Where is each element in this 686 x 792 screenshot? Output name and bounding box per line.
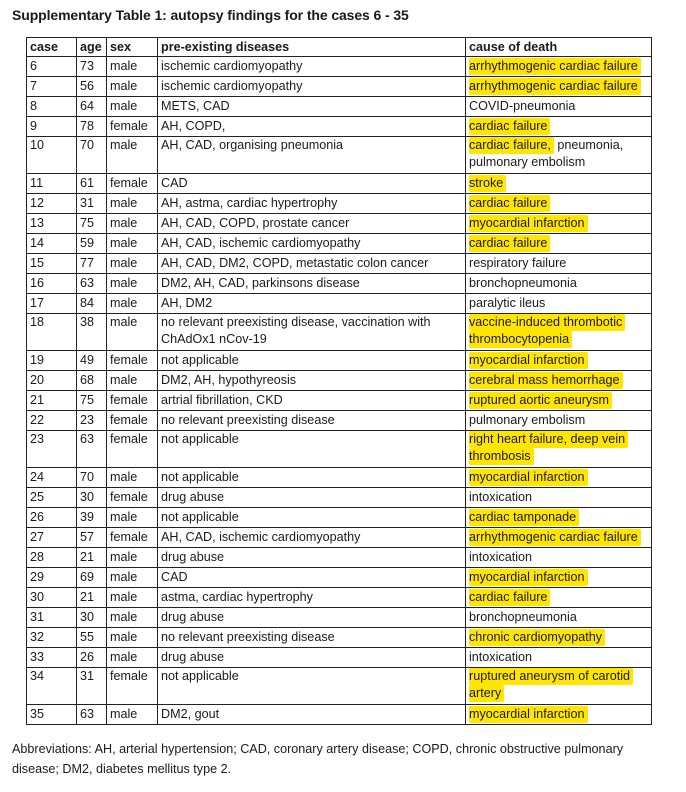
table-row <box>27 411 652 431</box>
cell-cause-of-death <box>466 431 652 468</box>
cell-case: 16 <box>27 274 77 294</box>
cell-cause-of-death <box>466 314 652 351</box>
table-row <box>27 468 652 488</box>
cell-pre-existing-diseases: not applicable <box>158 668 466 705</box>
cell-age: 21 <box>77 588 107 608</box>
cell-sex: male <box>107 234 158 254</box>
cell-pre-existing-diseases: AH, CAD, ischemic cardiomyopathy <box>158 528 466 548</box>
cell-sex: male <box>107 648 158 668</box>
cell-age: 75 <box>77 214 107 234</box>
table-row <box>27 628 652 648</box>
cell-pre-existing-diseases: not applicable <box>158 468 466 488</box>
cell-sex: female <box>107 528 158 548</box>
header-case: case <box>27 38 77 57</box>
cell-age: 78 <box>77 117 107 137</box>
highlighted-cause: myocardial infarction <box>469 352 588 369</box>
cell-sex: male <box>107 588 158 608</box>
cell-cause-of-death <box>466 705 652 725</box>
cause-text: intoxication <box>469 490 533 504</box>
highlighted-cause: vaccine-induced thrombotic thrombocytopenia <box>469 314 625 348</box>
cell-pre-existing-diseases: drug abuse <box>158 488 466 508</box>
table-row <box>27 508 652 528</box>
table-row <box>27 117 652 137</box>
cell-pre-existing-diseases: AH, CAD, DM2, COPD, metastatic colon cancer <box>158 254 466 274</box>
highlighted-cause: right heart failure, deep vein thrombosis <box>469 431 628 465</box>
cell-cause-of-death <box>466 628 652 648</box>
highlighted-cause: arrhythmogenic cardiac failure <box>469 529 641 546</box>
cell-pre-existing-diseases: METS, CAD <box>158 97 466 117</box>
table-row <box>27 568 652 588</box>
cell-sex: male <box>107 314 158 351</box>
table-row <box>27 391 652 411</box>
cell-sex: male <box>107 628 158 648</box>
cell-sex: female <box>107 391 158 411</box>
cell-case: 22 <box>27 411 77 431</box>
table-caption: Supplementary Table 1: autopsy findings for the cases 6 - 35 <box>12 7 409 23</box>
cell-age: 59 <box>77 234 107 254</box>
cell-case: 11 <box>27 174 77 194</box>
cell-cause-of-death <box>466 391 652 411</box>
cell-case: 31 <box>27 608 77 628</box>
table-row <box>27 174 652 194</box>
cell-case: 32 <box>27 628 77 648</box>
cell-cause-of-death <box>466 528 652 548</box>
cell-cause-of-death <box>466 214 652 234</box>
cell-cause-of-death <box>466 411 652 431</box>
cell-sex: male <box>107 194 158 214</box>
highlighted-cause: cardiac tamponade <box>469 509 579 526</box>
highlighted-cause: cardiac failure <box>469 195 550 212</box>
cell-pre-existing-diseases: drug abuse <box>158 648 466 668</box>
cell-age: 56 <box>77 77 107 97</box>
cell-case: 34 <box>27 668 77 705</box>
cell-sex: male <box>107 97 158 117</box>
cell-sex: male <box>107 274 158 294</box>
cell-sex: female <box>107 668 158 705</box>
cell-pre-existing-diseases: AH, astma, cardiac hypertrophy <box>158 194 466 214</box>
cell-sex: male <box>107 77 158 97</box>
abbreviations-note: Abbreviations: AH, arterial hypertension; CAD, coronary artery disease; COPD, chronic obstructive pulmonary disease; DM2, diabetes mellitus type 2. <box>12 742 624 776</box>
cell-pre-existing-diseases: AH, CAD, ischemic cardiomyopathy <box>158 234 466 254</box>
cell-pre-existing-diseases: AH, COPD, <box>158 117 466 137</box>
cell-age: 70 <box>77 468 107 488</box>
cell-age: 38 <box>77 314 107 351</box>
cell-case: 14 <box>27 234 77 254</box>
cell-sex: female <box>107 488 158 508</box>
highlighted-cause: myocardial infarction <box>469 706 588 723</box>
cause-text: intoxication <box>469 650 533 664</box>
cell-cause-of-death <box>466 371 652 391</box>
table-row <box>27 294 652 314</box>
cell-case: 6 <box>27 57 77 77</box>
cell-cause-of-death <box>466 194 652 214</box>
table-row <box>27 57 652 77</box>
header-sex: sex <box>107 38 158 57</box>
highlighted-cause: ruptured aortic aneurysm <box>469 392 612 409</box>
cell-cause-of-death <box>466 274 652 294</box>
cell-pre-existing-diseases: DM2, gout <box>158 705 466 725</box>
cell-sex: male <box>107 548 158 568</box>
cell-age: 70 <box>77 137 107 174</box>
cause-text: COVID-pneumonia <box>469 99 576 113</box>
cell-case: 17 <box>27 294 77 314</box>
cell-age: 77 <box>77 254 107 274</box>
cell-pre-existing-diseases: DM2, AH, hypothyreosis <box>158 371 466 391</box>
cell-cause-of-death <box>466 174 652 194</box>
cell-sex: male <box>107 705 158 725</box>
cell-age: 26 <box>77 648 107 668</box>
cell-cause-of-death <box>466 254 652 274</box>
table-row <box>27 648 652 668</box>
cell-age: 75 <box>77 391 107 411</box>
table-row <box>27 371 652 391</box>
cell-pre-existing-diseases: drug abuse <box>158 548 466 568</box>
highlighted-cause: cardiac failure <box>469 118 550 135</box>
table-row <box>27 97 652 117</box>
table-row <box>27 214 652 234</box>
table-row <box>27 137 652 174</box>
cell-case: 21 <box>27 391 77 411</box>
cause-text: pulmonary embolism <box>469 413 586 427</box>
cell-age: 49 <box>77 351 107 371</box>
cell-case: 13 <box>27 214 77 234</box>
cell-age: 55 <box>77 628 107 648</box>
cell-pre-existing-diseases: artrial fibrillation, CKD <box>158 391 466 411</box>
cell-case: 28 <box>27 548 77 568</box>
highlighted-cause: ruptured aneurysm of carotid artery <box>469 668 633 702</box>
cell-age: 39 <box>77 508 107 528</box>
cell-age: 57 <box>77 528 107 548</box>
cell-sex: female <box>107 431 158 468</box>
table-row <box>27 705 652 725</box>
cell-age: 23 <box>77 411 107 431</box>
table-row <box>27 274 652 294</box>
highlighted-cause: cerebral mass hemorrhage <box>469 372 623 389</box>
table-header-row <box>27 38 652 57</box>
highlighted-cause: arrhythmogenic cardiac failure <box>469 78 641 95</box>
cell-age: 69 <box>77 568 107 588</box>
cell-pre-existing-diseases: not applicable <box>158 508 466 528</box>
cell-case: 7 <box>27 77 77 97</box>
cell-pre-existing-diseases: ischemic cardiomyopathy <box>158 57 466 77</box>
cell-cause-of-death <box>466 468 652 488</box>
cell-pre-existing-diseases: AH, CAD, COPD, prostate cancer <box>158 214 466 234</box>
cell-sex: male <box>107 608 158 628</box>
cell-case: 33 <box>27 648 77 668</box>
cell-pre-existing-diseases: AH, CAD, organising pneumonia <box>158 137 466 174</box>
cell-case: 10 <box>27 137 77 174</box>
cell-sex: male <box>107 137 158 174</box>
cell-pre-existing-diseases: not applicable <box>158 431 466 468</box>
cell-sex: male <box>107 254 158 274</box>
cause-text: paralytic ileus <box>469 296 546 310</box>
cell-case: 35 <box>27 705 77 725</box>
highlighted-cause: stroke <box>469 175 506 192</box>
cell-cause-of-death <box>466 234 652 254</box>
cell-cause-of-death <box>466 77 652 97</box>
cell-age: 68 <box>77 371 107 391</box>
cell-sex: female <box>107 411 158 431</box>
cell-age: 63 <box>77 431 107 468</box>
cell-pre-existing-diseases: not applicable <box>158 351 466 371</box>
cell-cause-of-death <box>466 568 652 588</box>
table-row <box>27 528 652 548</box>
cell-pre-existing-diseases: drug abuse <box>158 608 466 628</box>
cell-cause-of-death <box>466 548 652 568</box>
cell-age: 61 <box>77 174 107 194</box>
header-pre-existing-diseases: pre-existing diseases <box>158 38 466 57</box>
cell-sex: male <box>107 508 158 528</box>
cell-sex: male <box>107 468 158 488</box>
cell-sex: male <box>107 57 158 77</box>
table-row <box>27 234 652 254</box>
cell-age: 30 <box>77 608 107 628</box>
cell-case: 26 <box>27 508 77 528</box>
cell-cause-of-death <box>466 488 652 508</box>
cell-sex: male <box>107 568 158 588</box>
cell-case: 9 <box>27 117 77 137</box>
cell-age: 63 <box>77 705 107 725</box>
cell-case: 30 <box>27 588 77 608</box>
cell-pre-existing-diseases: ischemic cardiomyopathy <box>158 77 466 97</box>
cell-cause-of-death <box>466 608 652 628</box>
cell-age: 73 <box>77 57 107 77</box>
cell-age: 21 <box>77 548 107 568</box>
cell-cause-of-death <box>466 648 652 668</box>
cell-age: 84 <box>77 294 107 314</box>
cell-case: 8 <box>27 97 77 117</box>
highlighted-cause: myocardial infarction <box>469 215 588 232</box>
autopsy-findings-table <box>26 37 652 725</box>
cell-age: 64 <box>77 97 107 117</box>
cell-cause-of-death <box>466 351 652 371</box>
highlighted-cause: cardiac failure, <box>469 137 554 154</box>
cell-sex: female <box>107 117 158 137</box>
cell-sex: male <box>107 371 158 391</box>
cell-case: 19 <box>27 351 77 371</box>
cause-text: respiratory failure <box>469 256 567 270</box>
cell-case: 24 <box>27 468 77 488</box>
cell-cause-of-death <box>466 137 652 174</box>
cell-case: 20 <box>27 371 77 391</box>
cell-sex: female <box>107 351 158 371</box>
highlighted-cause: arrhythmogenic cardiac failure <box>469 58 641 75</box>
cell-sex: male <box>107 294 158 314</box>
cell-case: 18 <box>27 314 77 351</box>
table-row <box>27 314 652 351</box>
cell-pre-existing-diseases: CAD <box>158 568 466 588</box>
table-row <box>27 548 652 568</box>
cell-age: 30 <box>77 488 107 508</box>
cell-cause-of-death <box>466 294 652 314</box>
cell-sex: male <box>107 214 158 234</box>
cell-pre-existing-diseases: astma, cardiac hypertrophy <box>158 588 466 608</box>
table-row <box>27 351 652 371</box>
highlighted-cause: cardiac failure <box>469 235 550 252</box>
cell-pre-existing-diseases: AH, DM2 <box>158 294 466 314</box>
cell-cause-of-death <box>466 508 652 528</box>
cell-case: 29 <box>27 568 77 588</box>
table-row <box>27 77 652 97</box>
cell-pre-existing-diseases: no relevant preexisting disease, vaccination with ChAdOx1 nCov-19 <box>158 314 466 351</box>
cell-cause-of-death <box>466 668 652 705</box>
highlighted-cause: myocardial infarction <box>469 469 588 486</box>
cell-cause-of-death <box>466 117 652 137</box>
cause-text: intoxication <box>469 550 533 564</box>
cause-text: bronchopneumonia <box>469 276 577 290</box>
cause-text: pneumonia, pulmonary embolism <box>469 138 624 169</box>
cell-age: 31 <box>77 194 107 214</box>
cell-case: 23 <box>27 431 77 468</box>
highlighted-cause: myocardial infarction <box>469 569 588 586</box>
cell-cause-of-death <box>466 57 652 77</box>
header-cause-of-death: cause of death <box>466 38 652 57</box>
highlighted-cause: cardiac failure <box>469 589 550 606</box>
cause-text: bronchopneumonia <box>469 610 577 624</box>
table-row <box>27 608 652 628</box>
header-age: age <box>77 38 107 57</box>
cell-cause-of-death <box>466 588 652 608</box>
cell-pre-existing-diseases: DM2, AH, CAD, parkinsons disease <box>158 274 466 294</box>
table-row <box>27 668 652 705</box>
table-row <box>27 254 652 274</box>
cell-sex: female <box>107 174 158 194</box>
cell-case: 15 <box>27 254 77 274</box>
cell-case: 27 <box>27 528 77 548</box>
cell-pre-existing-diseases: no relevant preexisting disease <box>158 628 466 648</box>
table-row <box>27 194 652 214</box>
table-row <box>27 431 652 468</box>
cell-case: 12 <box>27 194 77 214</box>
highlighted-cause: chronic cardiomyopathy <box>469 629 605 646</box>
cell-age: 31 <box>77 668 107 705</box>
table-row <box>27 588 652 608</box>
cell-age: 63 <box>77 274 107 294</box>
cell-pre-existing-diseases: no relevant preexisting disease <box>158 411 466 431</box>
cell-pre-existing-diseases: CAD <box>158 174 466 194</box>
cell-case: 25 <box>27 488 77 508</box>
cell-cause-of-death <box>466 97 652 117</box>
table-row <box>27 488 652 508</box>
